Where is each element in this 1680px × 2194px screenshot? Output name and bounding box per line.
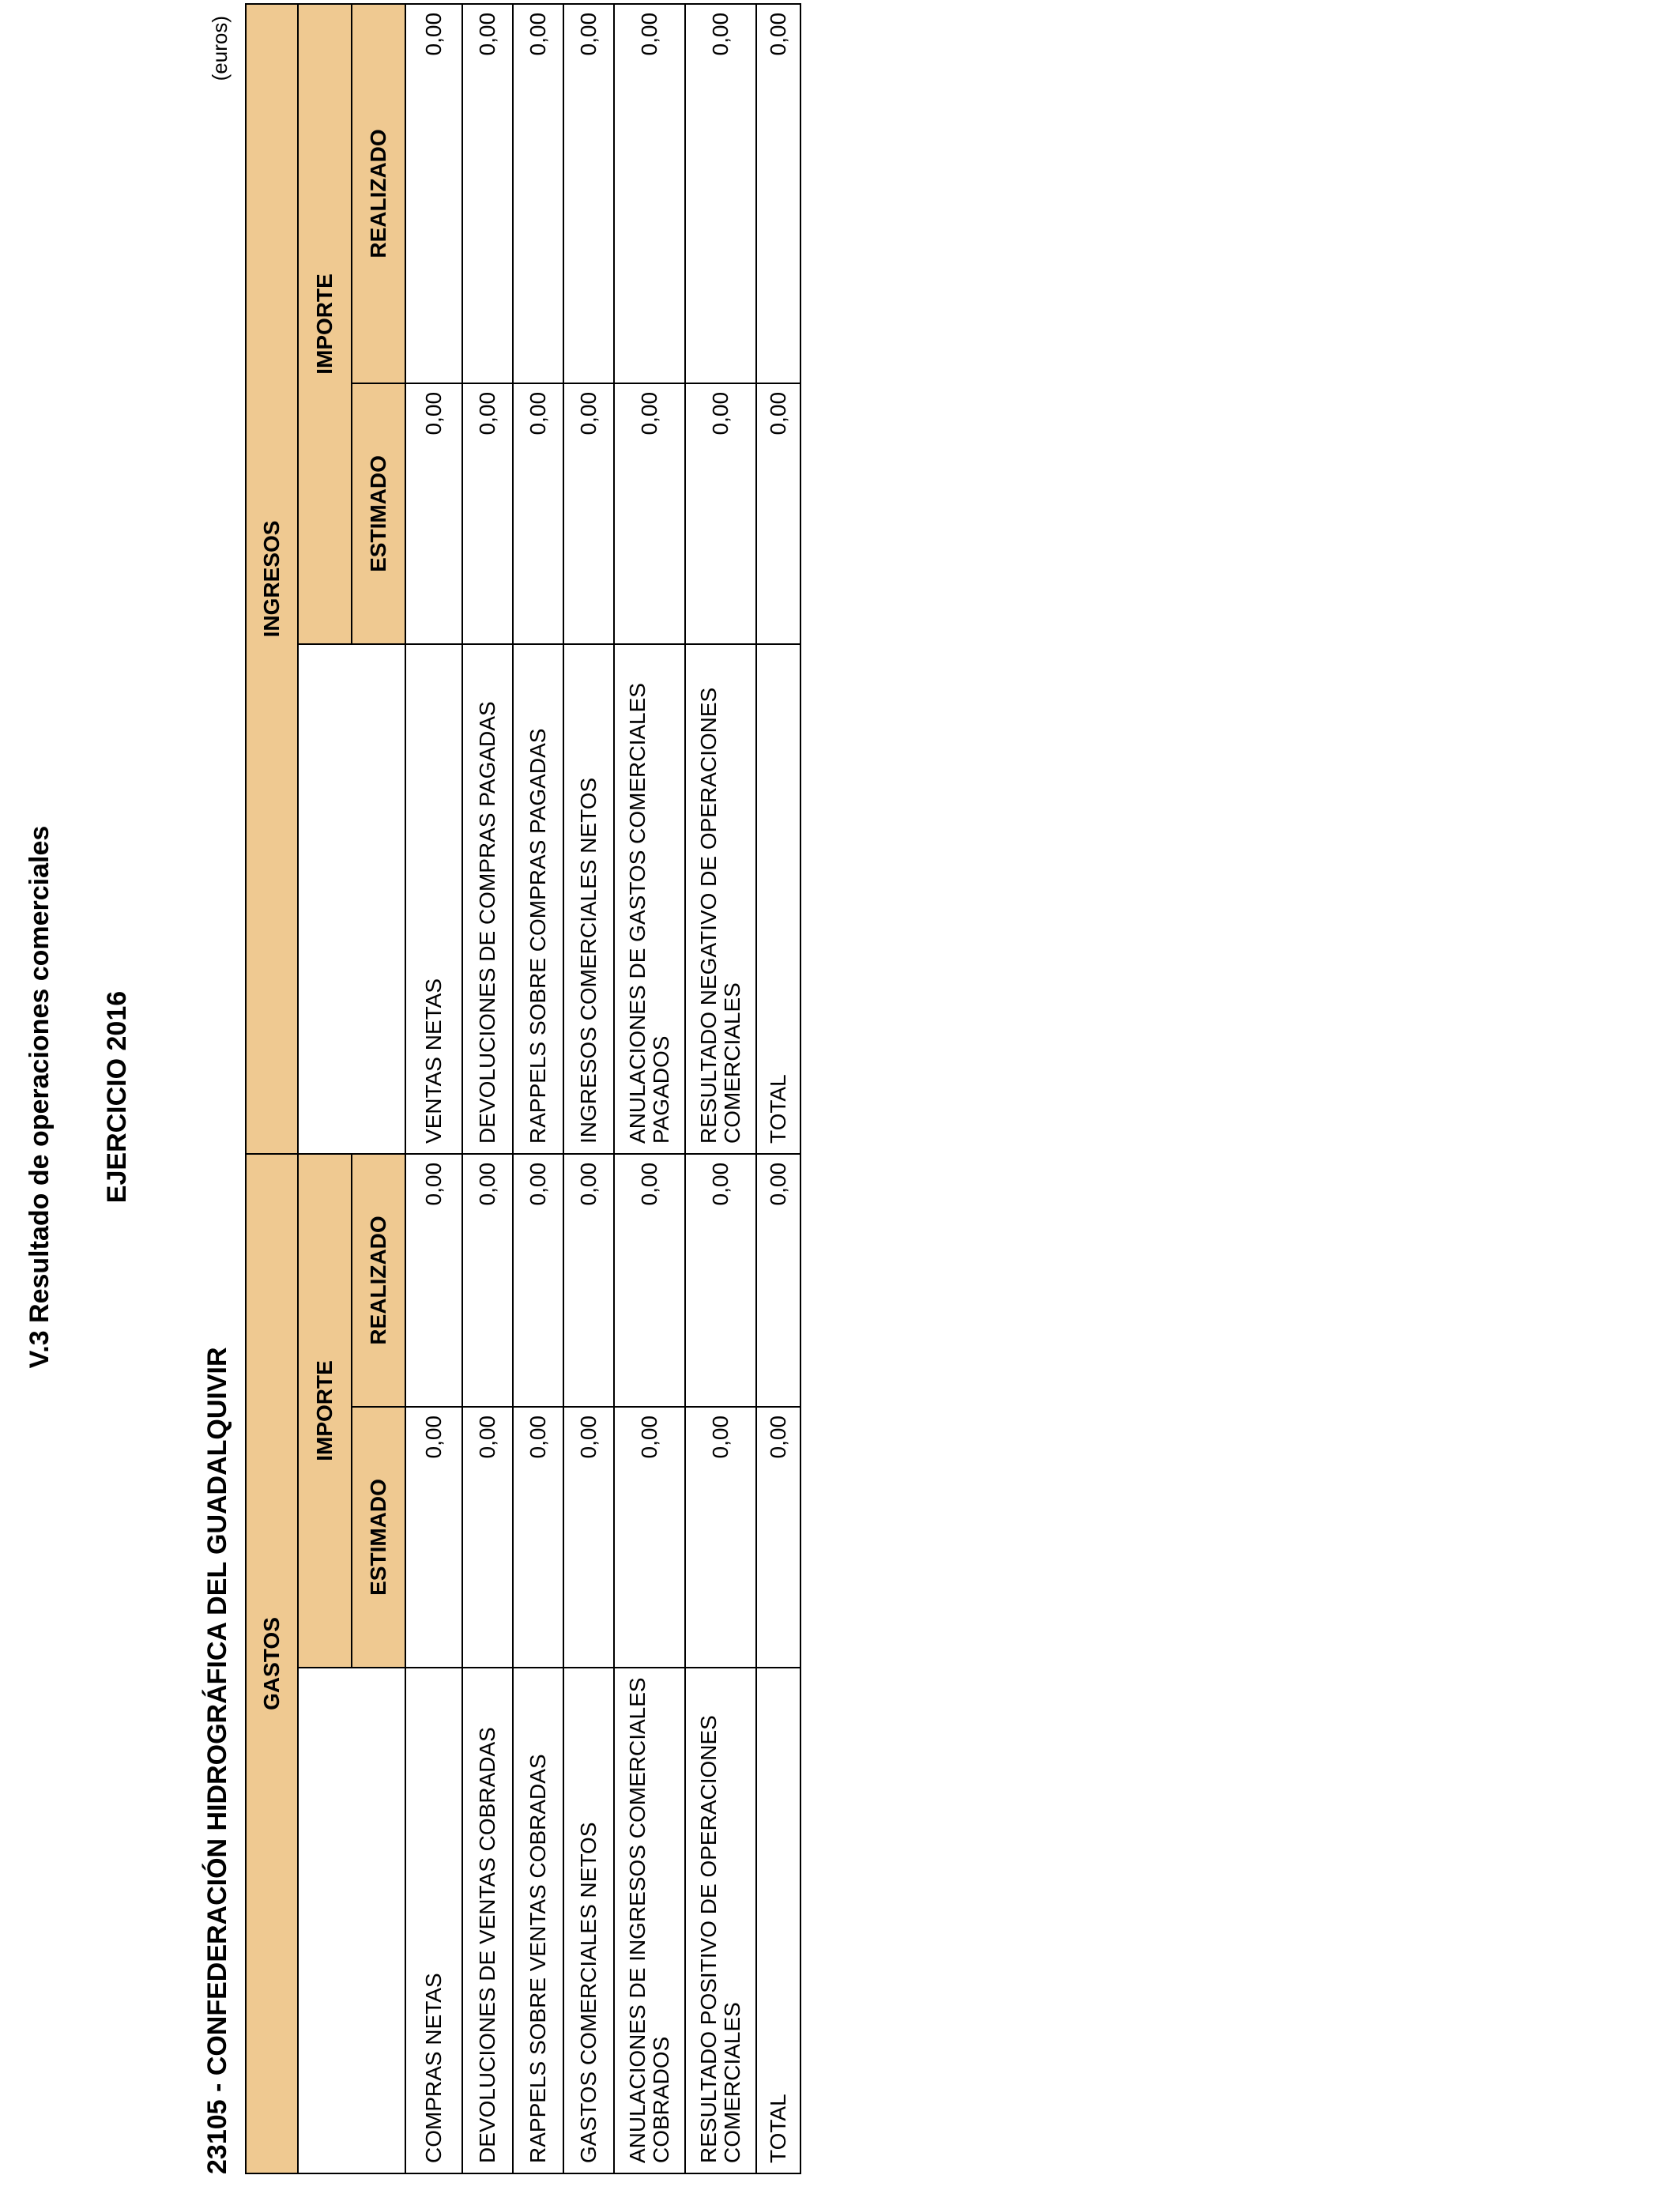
- gastos-realizado: 0,00: [405, 1154, 462, 1407]
- gastos-realizado: 0,00: [685, 1154, 756, 1407]
- table-row: [685, 4, 756, 2173]
- table-row: [756, 4, 800, 2173]
- table-row: [405, 4, 462, 2173]
- gastos-concept: DEVOLUCIONES DE VENTAS COBRADAS: [462, 1668, 513, 2173]
- gastos-estimado: 0,00: [685, 1407, 756, 1668]
- ingresos-realizado: 0,00: [685, 4, 756, 383]
- units-label: (euros): [208, 16, 232, 81]
- gastos-total-label: TOTAL: [756, 1668, 800, 2173]
- ingresos-realizado: 0,00: [462, 4, 513, 383]
- gastos-estimado-header: ESTIMADO: [352, 1407, 405, 1668]
- ingresos-estimado: 0,00: [513, 383, 563, 644]
- gastos-concept: RESULTADO POSITIVO DE OPERACIONES COMERCIALES: [685, 1668, 756, 2173]
- gastos-concept: COMPRAS NETAS: [405, 1668, 462, 2173]
- ingresos-realizado-header: REALIZADO: [352, 4, 405, 383]
- ingresos-total-estimado: 0,00: [756, 383, 800, 644]
- ingresos-concept-header: [298, 644, 405, 1154]
- ingresos-importe-header: IMPORTE: [298, 4, 352, 644]
- table-row: [462, 4, 513, 2173]
- ingresos-realizado: 0,00: [513, 4, 563, 383]
- gastos-header: GASTOS: [246, 1154, 298, 2173]
- ingresos-realizado: 0,00: [614, 4, 685, 383]
- gastos-realizado: 0,00: [614, 1154, 685, 1407]
- gastos-importe-header: IMPORTE: [298, 1154, 352, 1668]
- ingresos-estimado: 0,00: [462, 383, 513, 644]
- entity-name: 23105 - CONFEDERACIÓN HIDROGRÁFICA DEL GUADALQUIVIR: [202, 1347, 232, 2174]
- gastos-estimado: 0,00: [405, 1407, 462, 1668]
- gastos-realizado: 0,00: [513, 1154, 563, 1407]
- ingresos-estimado: 0,00: [563, 383, 614, 644]
- gastos-realizado-header: REALIZADO: [352, 1154, 405, 1407]
- ingresos-concept: ANULACIONES DE GASTOS COMERCIALES PAGADOS: [614, 644, 685, 1154]
- ingresos-total-label: TOTAL: [756, 644, 800, 1154]
- ingresos-estimado: 0,00: [685, 383, 756, 644]
- gastos-estimado: 0,00: [513, 1407, 563, 1668]
- table-row: [513, 4, 563, 2173]
- ingresos-realizado: 0,00: [405, 4, 462, 383]
- gastos-concept: RAPPELS SOBRE VENTAS COBRADAS: [513, 1668, 563, 2173]
- gastos-concept-header: [298, 1668, 405, 2173]
- table-row: [614, 4, 685, 2173]
- report-title: V.3 Resultado de operaciones comerciales: [24, 825, 55, 1369]
- gastos-realizado: 0,00: [563, 1154, 614, 1407]
- gastos-estimado: 0,00: [614, 1407, 685, 1668]
- ingresos-concept: INGRESOS COMERCIALES NETOS: [563, 644, 614, 1154]
- ingresos-total-realizado: 0,00: [756, 4, 800, 383]
- ingresos-concept: RESULTADO NEGATIVO DE OPERACIONES COMERCIALES: [685, 644, 756, 1154]
- ingresos-concept: RAPPELS SOBRE COMPRAS PAGADAS: [513, 644, 563, 1154]
- ingresos-concept: DEVOLUCIONES DE COMPRAS PAGADAS: [462, 644, 513, 1154]
- gastos-concept: GASTOS COMERCIALES NETOS: [563, 1668, 614, 2173]
- table-row: [563, 4, 614, 2173]
- ingresos-estimado-header: ESTIMADO: [352, 383, 405, 644]
- fiscal-year: EJERCICIO 2016: [102, 990, 132, 1204]
- gastos-estimado: 0,00: [563, 1407, 614, 1668]
- gastos-realizado: 0,00: [462, 1154, 513, 1407]
- gastos-estimado: 0,00: [462, 1407, 513, 1668]
- operations-table: [245, 3, 801, 2174]
- ingresos-realizado: 0,00: [563, 4, 614, 383]
- gastos-concept: ANULACIONES DE INGRESOS COMERCIALES COBRADOS: [614, 1668, 685, 2173]
- gastos-total-estimado: 0,00: [756, 1407, 800, 1668]
- ingresos-header: INGRESOS: [246, 4, 298, 1154]
- ingresos-estimado: 0,00: [614, 383, 685, 644]
- ingresos-estimado: 0,00: [405, 383, 462, 644]
- ingresos-concept: VENTAS NETAS: [405, 644, 462, 1154]
- gastos-total-realizado: 0,00: [756, 1154, 800, 1407]
